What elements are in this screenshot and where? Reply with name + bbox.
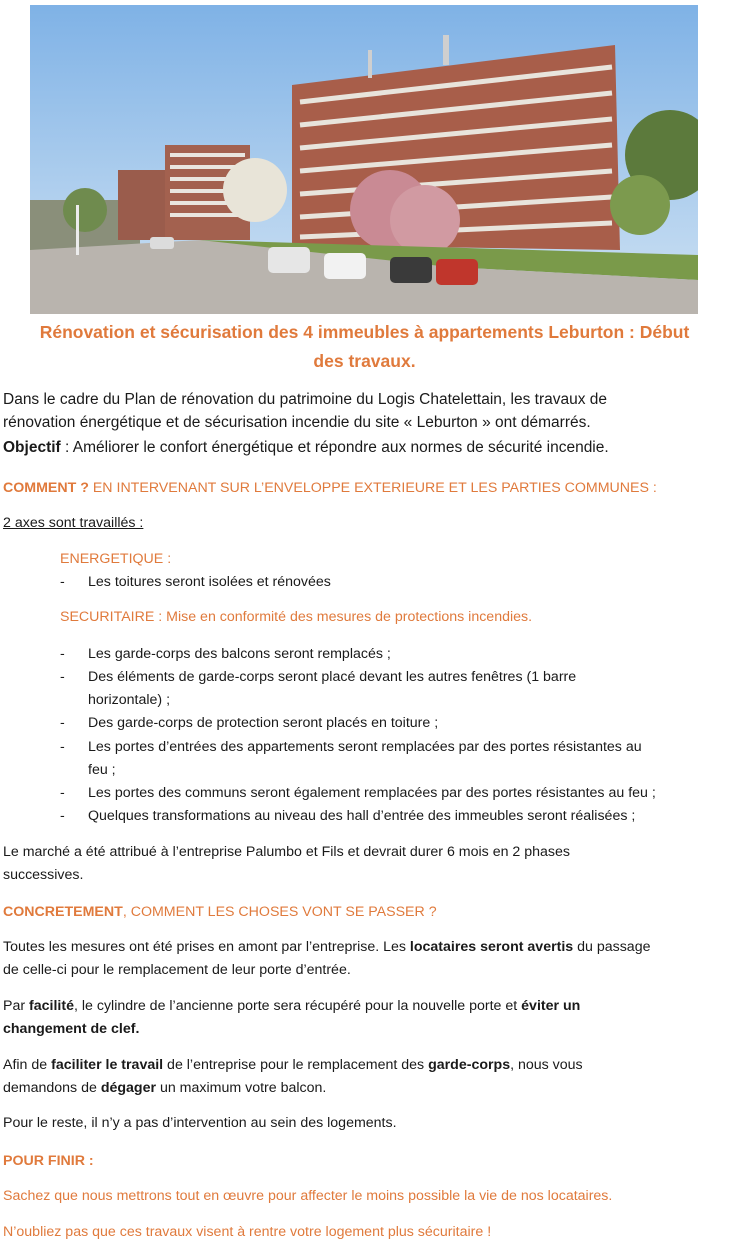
title-line-2: des travaux. bbox=[313, 351, 416, 371]
comment-rest: EN INTERVENANT SUR L’ENVELOPPE EXTERIEURE ET LES PARTIES COMMUNES : bbox=[88, 480, 657, 496]
mesures-line-1: Toutes les mesures ont été prises en amont par l’entreprise. Les locataires seront avertis du passage bbox=[3, 939, 651, 955]
objective-line bbox=[3, 436, 609, 459]
objective-text: : Améliorer le confort énergétique et répondre aux normes de sécurité incendie. bbox=[60, 439, 609, 456]
comment-heading bbox=[3, 477, 657, 500]
concretement-heading bbox=[3, 901, 437, 924]
comment-bold: COMMENT ? bbox=[3, 480, 89, 496]
facilite-line-2: changement de clef. bbox=[3, 1021, 140, 1037]
degager-bold: dégager bbox=[100, 1080, 157, 1096]
list-item-text: Des éléments de garde-corps seront placé devant les autres fenêtres (1 barre bbox=[88, 669, 577, 685]
list-item-text: Les portes d’entrées des appartements seront remplacées par des portes résistantes au bbox=[88, 739, 642, 755]
building-photo bbox=[30, 5, 698, 314]
list-item-text: Les garde-corps des balcons seront remplacés ; bbox=[88, 646, 391, 662]
faciliter-travail-bold: faciliter le travail bbox=[51, 1057, 164, 1073]
list-item-text: Les toitures seront isolées et rénovées bbox=[88, 574, 331, 590]
marche-line-2: successives. bbox=[3, 867, 84, 883]
title-line-1: Rénovation et sécurisation des 4 immeubles à appartements Leburton : Début bbox=[39, 322, 690, 342]
eviter-bold: éviter un bbox=[521, 998, 581, 1014]
locataires-avertis: locataires seront avertis bbox=[409, 939, 574, 955]
securitaire-heading: SECURITAIRE : Mise en conformité des mesures de protections incendies. bbox=[60, 609, 533, 625]
concretement-bold: CONCRETEMENT bbox=[3, 904, 123, 920]
travail-line-1: Afin de faciliter le travail de l’entreprise pour le remplacement des garde-corps, nous vous bbox=[3, 1057, 583, 1073]
travail-line-2: demandons de dégager un maximum votre balcon. bbox=[3, 1080, 327, 1096]
list-item-text: Quelques transformations au niveau des hall d’entrée des immeubles seront réalisées ; bbox=[88, 808, 636, 824]
list-item-text: Les portes des communs seront également remplacées par des portes résistantes au feu ; bbox=[88, 785, 656, 801]
mesures-line-2: de celle-ci pour le remplacement de leur porte d’entrée. bbox=[3, 962, 351, 978]
objective-label: Objectif bbox=[3, 439, 61, 456]
concretement-rest: , COMMENT LES CHOSES VONT SE PASSER ? bbox=[122, 904, 437, 920]
article-title bbox=[0, 318, 729, 376]
sachez-line: Sachez que nous mettrons tout en œuvre pour affecter le moins possible la vie de nos locataires. bbox=[3, 1188, 613, 1204]
facilite-bold: facilité bbox=[29, 998, 74, 1014]
intro-line-2: rénovation énergétique et de sécurisation incendie du site « Leburton » ont démarrés. bbox=[3, 414, 591, 431]
list-item-text-cont: feu ; bbox=[88, 762, 116, 778]
list-item-text-cont: horizontale) ; bbox=[88, 692, 171, 708]
intro-line-1: Dans le cadre du Plan de rénovation du patrimoine du Logis Chatelettain, les travaux de bbox=[3, 391, 608, 408]
energetique-heading: ENERGETIQUE : bbox=[60, 551, 172, 567]
marche-line-1: Le marché a été attribué à l’entreprise Palumbo et Fils et devrait durer 6 mois en 2 phases bbox=[3, 844, 571, 860]
facilite-line-1: Par facilité, le cylindre de l’ancienne porte sera récupéré pour la nouvelle porte et éviter un bbox=[3, 998, 581, 1014]
garde-corps-bold: garde-corps bbox=[428, 1057, 511, 1073]
list-item-text: Des garde-corps de protection seront placés en toiture ; bbox=[88, 715, 439, 731]
axes-heading: 2 axes sont travaillés : bbox=[3, 515, 144, 531]
oubliez-line: N’oubliez pas que ces travaux visent à rentre votre logement plus sécuritaire ! bbox=[3, 1224, 492, 1240]
pour-finir-heading: POUR FINIR : bbox=[3, 1153, 94, 1169]
reste-line: Pour le reste, il n’y a pas d’intervention au sein des logements. bbox=[3, 1115, 397, 1131]
